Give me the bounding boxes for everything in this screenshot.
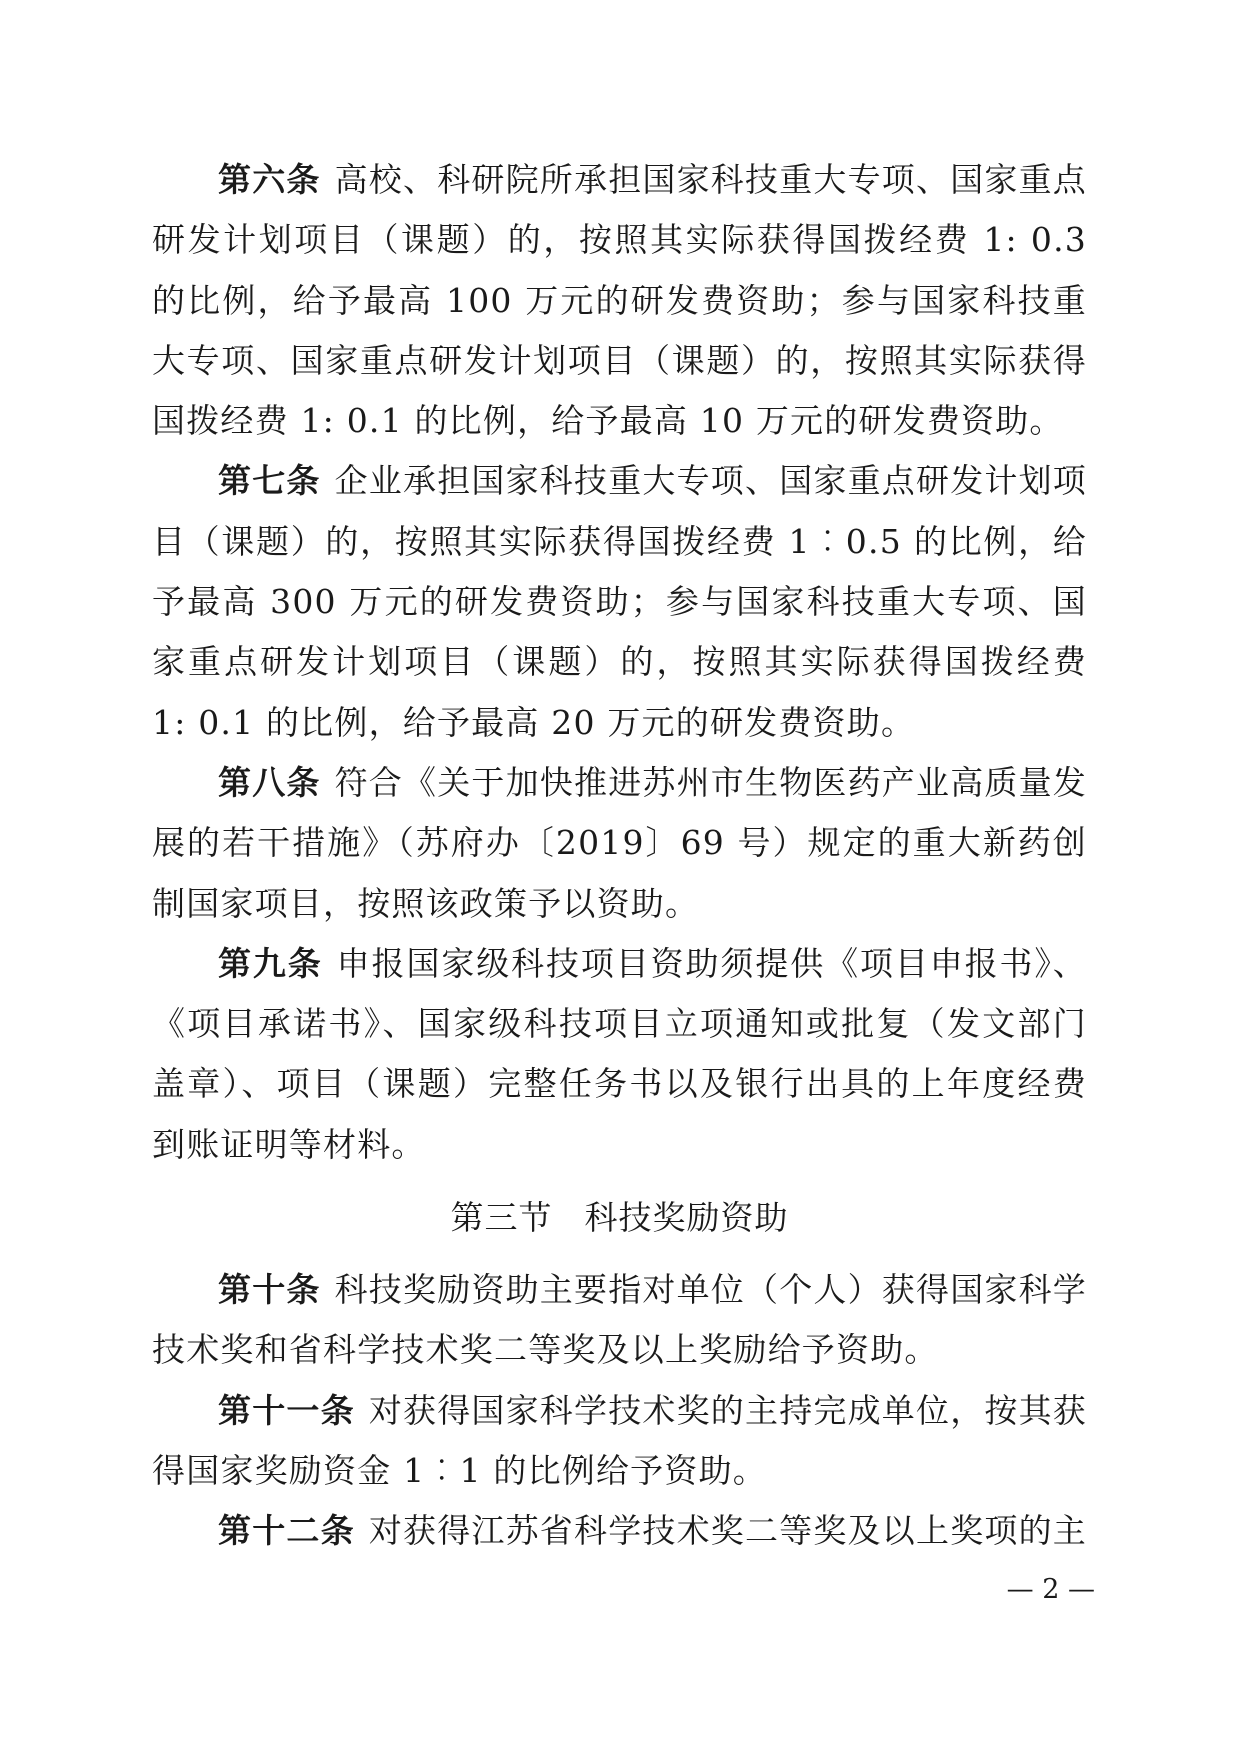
article-body: 符合《关于加快推进苏州市生物医药产业高质量发展的若干措施》（苏府办〔2019〕69 号）规定的重大新药创制国家项目，按照该政策予以资助。 [152, 762, 1088, 923]
article-title: 第六条 [218, 160, 321, 199]
page-number: — 2 — [1006, 1574, 1095, 1605]
document-page [152, 150, 1087, 1562]
article-body: 申报国家级科技项目资助须提供《项目申报书》、《项目承诺书》、国家级科技项目立项通知或批复（发文部门盖章）、项目（课题）完整任务书以及银行出具的上年度经费到账证明等材料。 [152, 943, 1087, 1164]
article-6 [152, 150, 1087, 451]
section-title: 科技奖励资助 [584, 1198, 789, 1238]
article-title: 第九条 [218, 943, 323, 983]
article-title: 第七条 [218, 461, 321, 501]
article-8 [152, 753, 1087, 934]
article-body: 对获得江苏省科学技术奖二等奖及以上奖项的主 [368, 1511, 1088, 1551]
section-number: 第三节 [450, 1198, 553, 1238]
article-title: 第十一条 [218, 1390, 355, 1430]
article-body: 科技奖励资助主要指对单位（个人）获得国家科学技术奖和省科学技术奖二等奖及以上奖励给予资助。 [152, 1270, 1088, 1370]
article-title: 第十条 [218, 1270, 321, 1310]
article-12 [152, 1501, 1087, 1561]
article-title: 第八条 [218, 762, 321, 802]
article-11 [152, 1381, 1087, 1502]
article-9 [152, 934, 1087, 1175]
article-title: 第十二条 [218, 1511, 355, 1551]
article-10 [152, 1260, 1087, 1381]
article-body: 高校、科研院所承担国家科技重大专项、国家重点研发计划项目（课题）的，按照其实际获得国拨经费 1: 0.3 的比例，给予最高 100 万元的研发费资助；参与国家科技重大专项、国家重点研发计划项目（课题）的，按照其实际获得国拨经费 1: 0.1 的比例，给予最高 10 万元的研发费资助。 [152, 160, 1088, 441]
article-body: 对获得国家科学技术奖的主持完成单位，按其获得国家奖励资金 1︰1 的比例给予资助。 [152, 1390, 1088, 1490]
article-7 [152, 451, 1087, 752]
article-body: 企业承担国家科技重大专项、国家重点研发计划项目（课题）的，按照其实际获得国拨经费 1︰0.5 的比例，给予最高 300 万元的研发费资助；参与国家科技重大专项、国家重点研发计划项目（课题）的，按照其实际获得国拨经费 1: 0.1 的比例，给予最高 20 万元的研发费资助。 [152, 461, 1088, 742]
section-heading [152, 1188, 1087, 1248]
